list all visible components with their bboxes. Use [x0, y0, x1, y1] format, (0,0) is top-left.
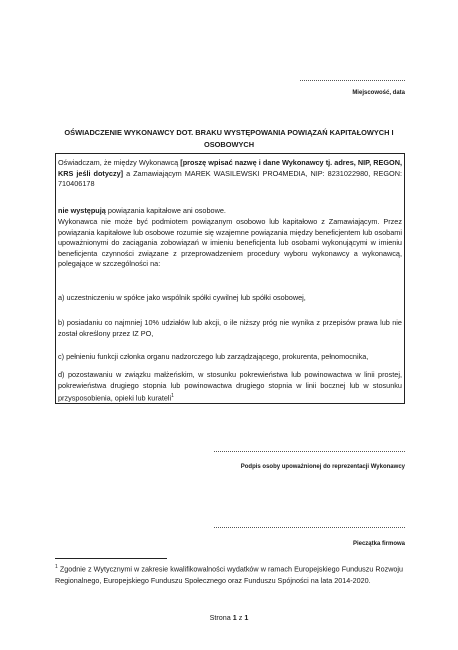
statement-intro	[58, 158, 402, 190]
intro-text-1: Oświadczam, że między Wykonawcą	[58, 158, 181, 167]
place-date-line	[300, 80, 405, 81]
contractor-placeholder: [proszę wpisać nazwę i dane Wykonawcy tj. adres, NIP, REGON, KRS jeśli dotyczy]	[58, 158, 403, 178]
footnote-number: 1	[55, 564, 58, 570]
footnote	[55, 562, 403, 586]
page-number-current: 1	[232, 613, 237, 622]
statement-item-c: c) pełnieniu funkcji członka organu nadzorczego lub zarządzającego, prokurenta, pełnomocnika,	[58, 352, 369, 361]
statement-box	[55, 153, 405, 404]
company-stamp-label: Pieczątka firmowa	[352, 541, 405, 547]
page-number-prefix: Strona	[209, 613, 233, 622]
footnote-separator	[55, 558, 167, 559]
place-date-label: Miejscowość, data	[352, 90, 405, 96]
page-number-middle: z	[236, 613, 245, 622]
representative-signature-line	[214, 451, 405, 452]
company-stamp-line	[214, 527, 405, 528]
document-title: OŚWIADCZENIE WYKONAWCY DOT. BRAKU WYSTĘPOWANIA POWIĄZAŃ KAPITAŁOWYCH I OSOBOWYCH	[64, 128, 394, 149]
intro-text-2: a Zamawiającym MAREK WASILEWSKI PRO4MEDIA, NIP: 8231022980, REGON: 710406178	[58, 168, 402, 189]
footnote-reference: 1	[171, 393, 174, 400]
no-links-emphasis: nie występują	[58, 206, 106, 215]
item-d-text: d) pozostawaniu w związku małżeńskim, w stosunku pokrewieństwa lub powinowactwa w linii prostej, pokrewieństwa drugiego stopnia lub powinowactwa drugiego stopnia w linii bocznej lub w stosunku przysposobienia, opieki lub kurateli	[58, 370, 402, 403]
page-number-total: 1	[244, 613, 249, 622]
no-links-rest: powiązania kapitałowe ani osobowe.	[105, 206, 226, 215]
statement-item-a: a) uczestniczeniu w spółce jako wspólnik spółki cywilnej lub spółki osobowej,	[58, 293, 306, 302]
representative-signature-label: Podpis osoby upoważnionej do reprezentacji Wykonawcy	[240, 464, 405, 470]
statement-item-b: b) posiadaniu co najmniej 10% udziałów lub akcji, o ile niższy próg nie wynika z przepisów prawa lub nie został określony przez IZ PO,	[58, 318, 402, 338]
statement-no-links	[58, 206, 402, 217]
statement-explanation: Wykonawca nie może być podmiotem powiązanym osobowo lub kapitałowo z Zamawiającym. Przez powiązania kapitałowe lub osobowe rozumie się wzajemne powiązania między beneficjentem lub osobami upoważnionymi do zaciągania zobowiązań w imieniu beneficjenta lub osobami wykonującymi w imieniu beneficjenta czynności związane z przeprowadzeniem procedury wyboru wykonawcy a wykonawcą, polegające w szczególności na:	[58, 217, 402, 269]
footnote-text: Zgodnie z Wytycznymi w zakresie kwalifikowalności wydatków w ramach Europejskiego Funduszu Rozwoju Regionalnego, Europejskiego Funduszu Społecznego oraz Funduszu Spójności na lata 2014-2020.	[55, 564, 403, 585]
page-number	[0, 613, 458, 622]
statement-item-d	[58, 370, 402, 404]
